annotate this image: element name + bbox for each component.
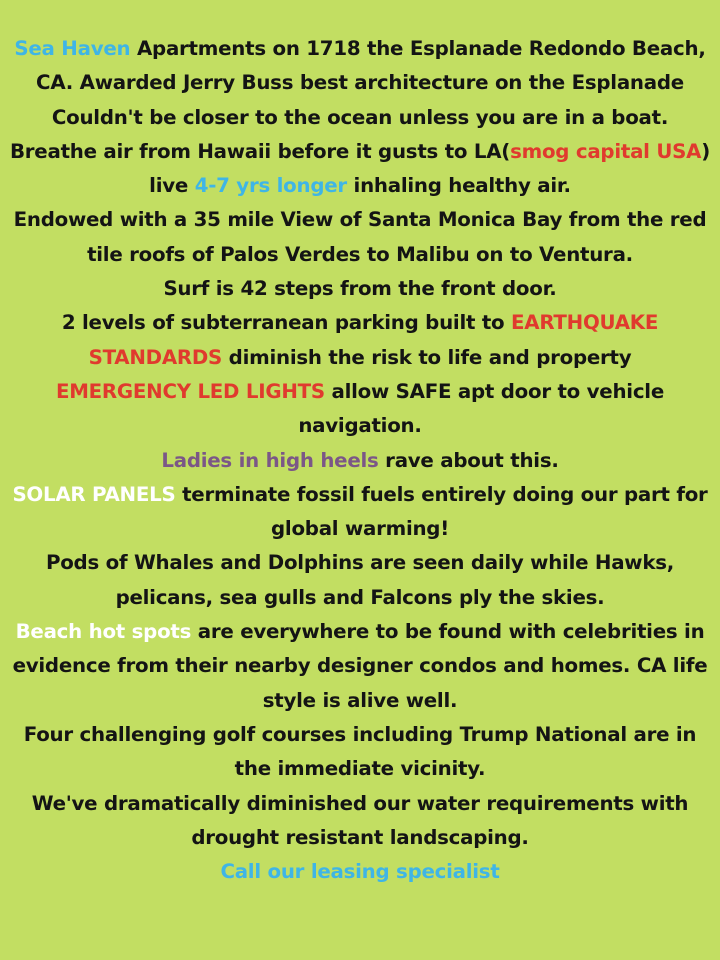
beach-hot-spots-highlight: Beach hot spots: [15, 620, 192, 644]
solar-panels-highlight: SOLAR PANELS: [12, 482, 176, 506]
wildlife-paragraph: [8, 546, 712, 615]
bay-view-text: Endowed with a 35 mile View of Santa Monica Bay from the red tile roofs of Palos Verdes to Malibu on to Ventura.: [13, 208, 707, 266]
risk-text: diminish the risk to life and property: [222, 345, 632, 369]
healthy-air-text: inhaling healthy air.: [346, 174, 571, 198]
earthquake-standards-highlight: EARTHQUAKE STANDARDS: [88, 311, 659, 369]
high-heels-highlight: Ladies in high heels: [161, 448, 379, 472]
ocean-proximity-text: Couldn't be closer to the ocean unless you are in a boat.: [51, 105, 669, 129]
landscaping-text: We've dramatically diminished our water requirements with drought resistant landscaping.: [31, 791, 689, 849]
surf-steps-paragraph: [8, 272, 712, 306]
parking-paragraph: [8, 306, 712, 375]
hawaii-air-paragraph: [8, 135, 712, 204]
high-heels-paragraph: [8, 444, 712, 478]
hot-spots-text: are everywhere to be found with celebrities in evidence from their nearby designer condos and homes. CA life style is alive well.: [12, 620, 708, 712]
led-lights-text: allow SAFE apt door to vehicle navigation.: [298, 379, 665, 438]
live-text: ) live: [149, 139, 711, 198]
golf-paragraph: [8, 718, 712, 787]
property-name: Sea Haven: [14, 37, 131, 60]
high-heels-text: rave about this.: [378, 448, 559, 472]
hot-spots-paragraph: [8, 615, 712, 718]
parking-text: 2 levels of subterranean parking built to: [61, 311, 511, 335]
solar-paragraph: [8, 478, 712, 547]
hawaii-air-text: Breathe air from Hawaii before it gusts to LA(: [9, 139, 511, 163]
ocean-proximity-paragraph: [8, 101, 712, 135]
led-lights-paragraph: [8, 375, 712, 444]
intro-text: Apartments on 1718 the Esplanade Redondo Beach, CA. Awarded Jerry Buss best architecture on the Esplanade: [36, 37, 706, 95]
led-lights-highlight: EMERGENCY LED LIGHTS: [55, 379, 325, 403]
solar-text: terminate fossil fuels entirely doing our part for global warming!: [175, 482, 708, 541]
golf-text: Four challenging golf courses including Trump National are in the immediate vicinity.: [23, 722, 697, 781]
intro-paragraph: [8, 32, 712, 101]
bay-view-paragraph: [8, 203, 712, 272]
leasing-specialist-link[interactable]: Call our leasing specialist: [220, 860, 500, 884]
landscaping-paragraph: [8, 787, 712, 856]
smog-capital-highlight: smog capital USA: [510, 139, 702, 163]
wildlife-text: Pods of Whales and Dolphins are seen daily while Hawks, pelicans, sea gulls and Falcons ply the skies.: [45, 551, 675, 609]
surf-steps-text: Surf is 42 steps from the front door.: [163, 277, 557, 301]
call-to-action-paragraph: [8, 855, 712, 889]
years-longer-highlight: 4-7 yrs longer: [194, 174, 347, 198]
